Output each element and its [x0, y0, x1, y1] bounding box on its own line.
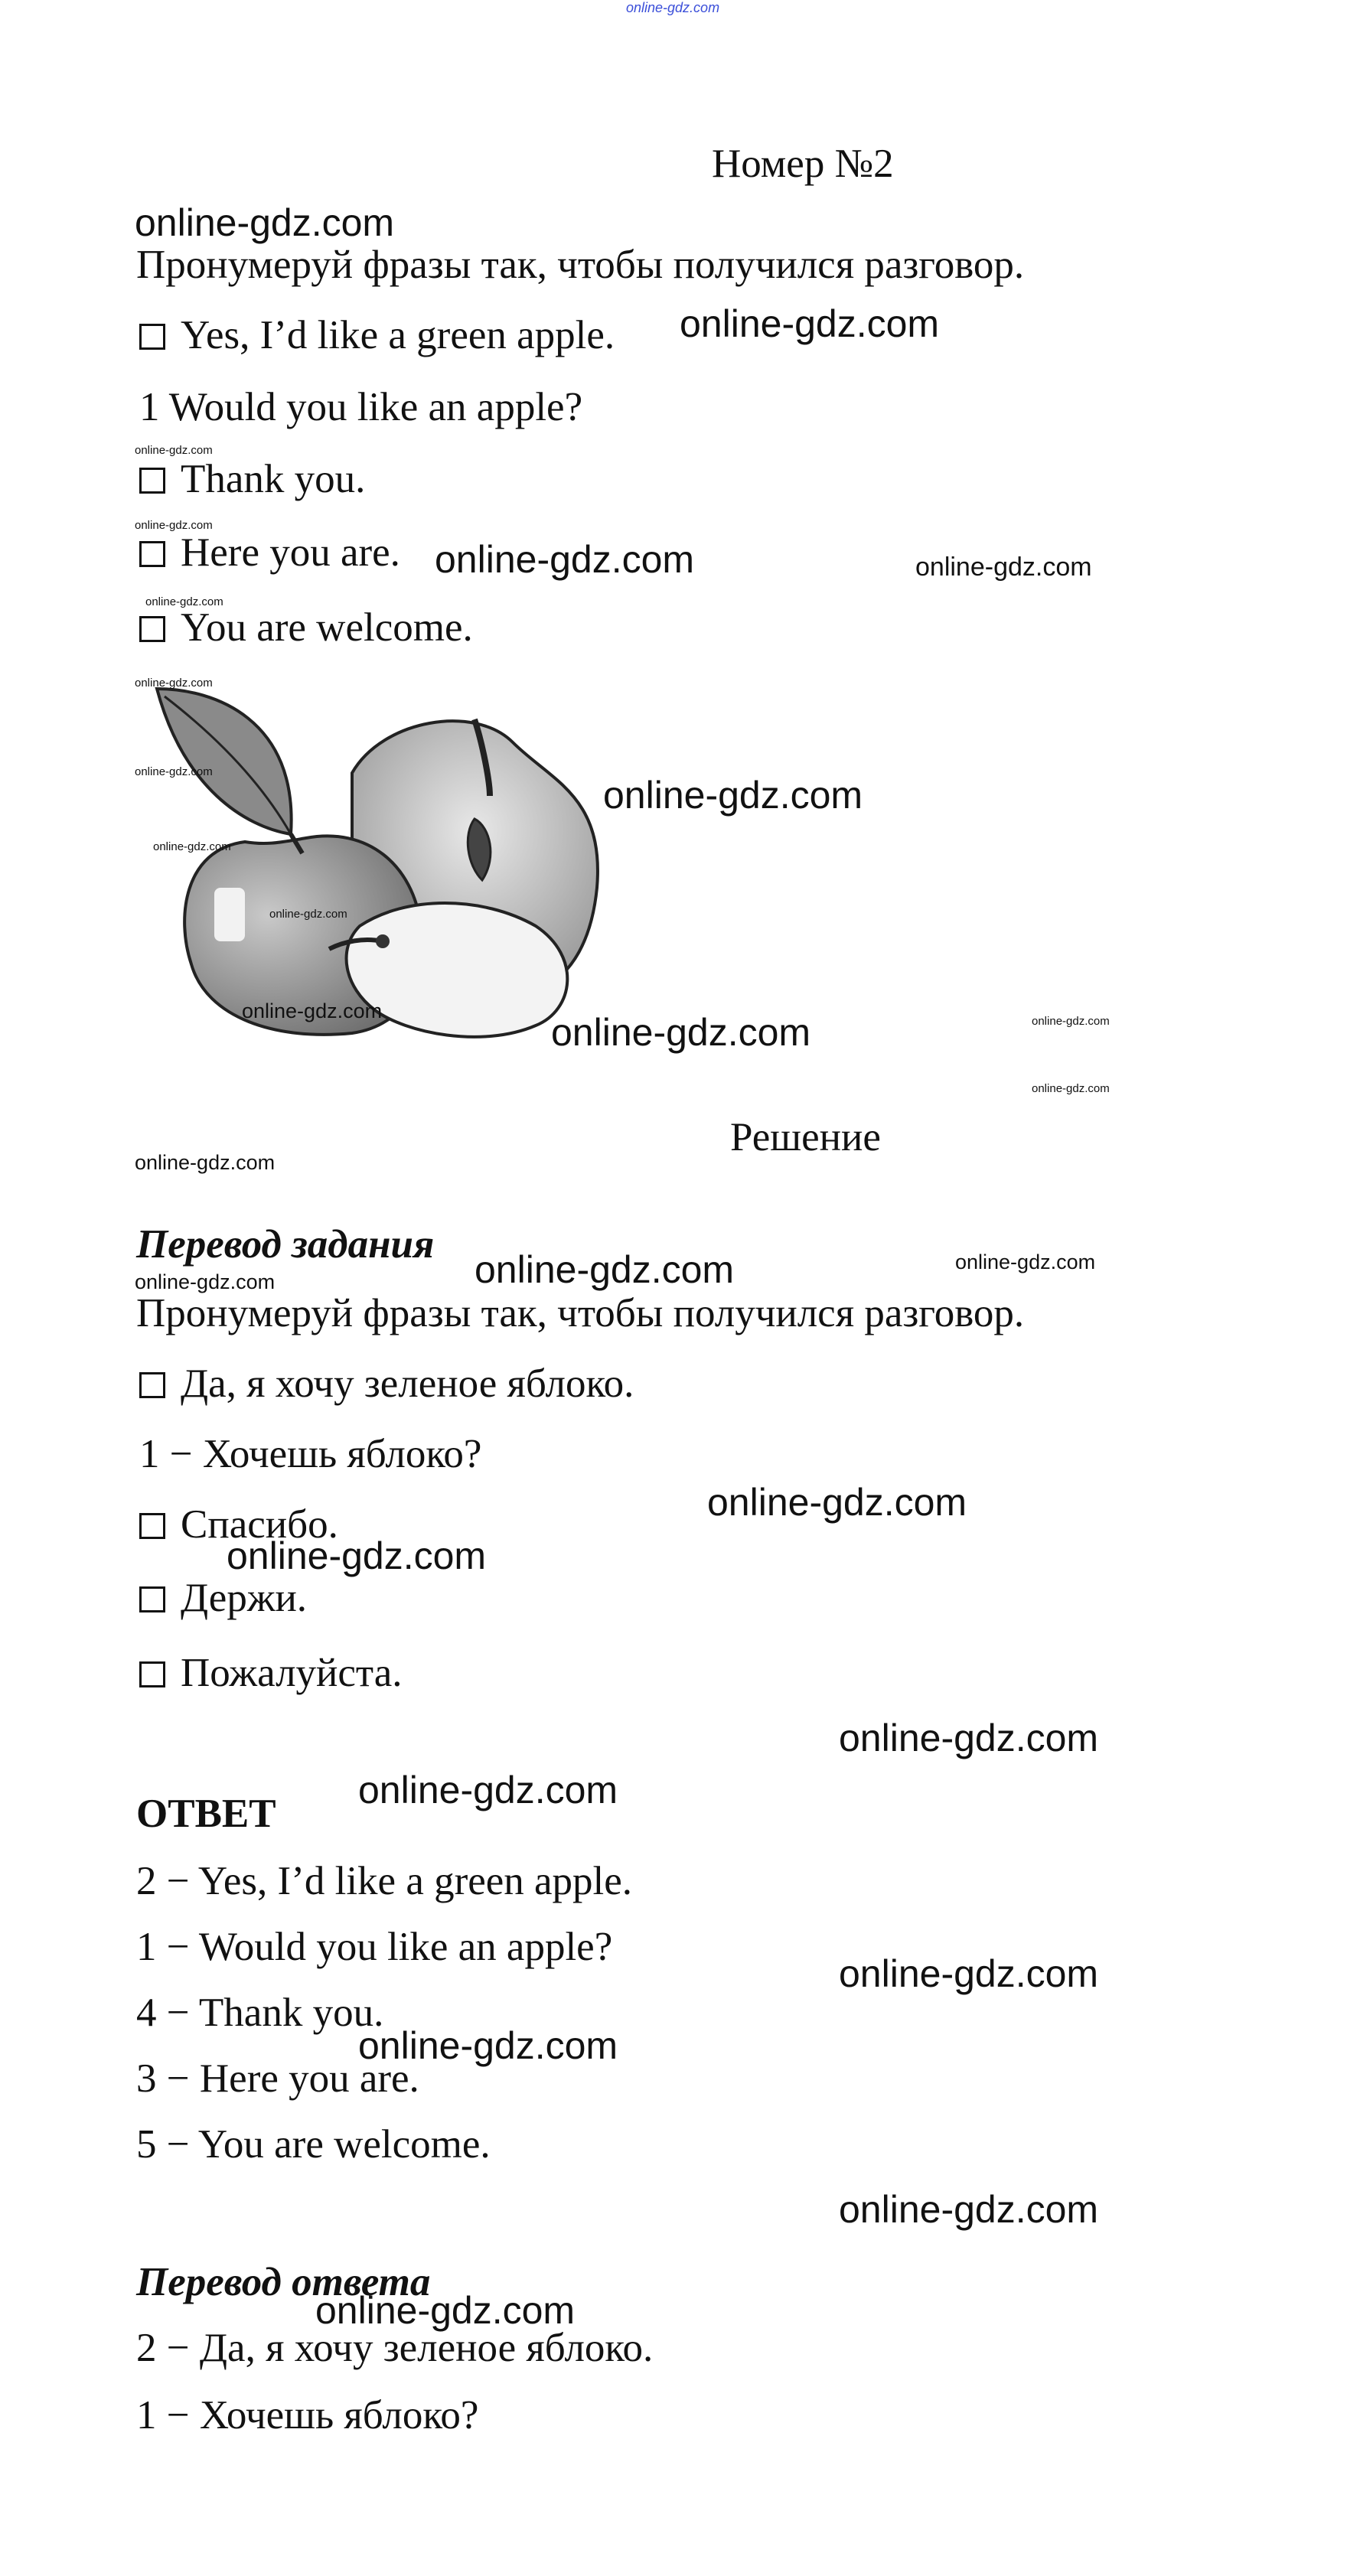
watermark: online-gdz.com	[135, 519, 213, 532]
translation-instruction: Пронумеруй фразы так, чтобы получился разговор.	[136, 1291, 1025, 1335]
watermark: online-gdz.com	[135, 677, 213, 690]
watermark: online-gdz.com	[707, 1481, 967, 1524]
top-watermark: online-gdz.com	[626, 0, 720, 15]
answer-translation-heading: Перевод ответа	[136, 2260, 431, 2304]
watermark: online-gdz.com	[135, 201, 395, 244]
watermark: online-gdz.com	[242, 999, 383, 1022]
watermark: online-gdz.com	[551, 1011, 811, 1054]
translation-line-5: Пожалуйста.	[139, 1650, 402, 1696]
watermark: online-gdz.com	[227, 1534, 487, 1577]
checkbox-icon	[139, 616, 165, 642]
watermark: online-gdz.com	[269, 908, 347, 921]
watermark: online-gdz.com	[839, 1952, 1099, 1995]
watermark: online-gdz.com	[315, 2289, 576, 2332]
watermark: online-gdz.com	[153, 840, 231, 853]
watermark: online-gdz.com	[135, 765, 213, 778]
watermark: online-gdz.com	[1032, 1015, 1110, 1028]
watermark: online-gdz.com	[680, 302, 940, 345]
watermark: online-gdz.com	[135, 1151, 276, 1174]
watermark: online-gdz.com	[135, 444, 213, 457]
watermark: online-gdz.com	[603, 774, 863, 817]
watermark: online-gdz.com	[358, 2024, 618, 2067]
watermark: online-gdz.com	[839, 1717, 1099, 1759]
watermark: online-gdz.com	[358, 1769, 618, 1811]
answer-line-5: 5 − You are welcome.	[136, 2122, 491, 2167]
translation-heading: Перевод задания	[136, 1222, 435, 1267]
checkbox-icon	[139, 1513, 165, 1539]
answer-line-3: 4 − Thank you.	[136, 1991, 384, 2035]
checkbox-icon	[139, 1586, 165, 1612]
checkbox-icon	[139, 541, 165, 567]
translation-line-2: 1 − Хочешь яблоко?	[139, 1432, 482, 1476]
task-line-1: Yes, I’d like a green apple.	[139, 312, 615, 358]
answer-line-4: 3 − Here you are.	[136, 2056, 419, 2101]
answer-line-1: 2 − Yes, I’d like a green apple.	[136, 1859, 633, 1903]
checkbox-icon	[139, 468, 165, 494]
answer-translation-line-1: 2 − Да, я хочу зеленое яблоко.	[136, 2326, 654, 2370]
translation-line-1: Да, я хочу зеленое яблоко.	[139, 1361, 634, 1407]
answer-line-2: 1 − Would you like an apple?	[136, 1925, 613, 1969]
solution-title: Решение	[730, 1115, 881, 1159]
translation-line-3: Спасибо.	[139, 1502, 338, 1547]
task-line-2: 1 Would you like an apple?	[139, 385, 583, 429]
checkbox-icon	[139, 324, 165, 350]
watermark: online-gdz.com	[435, 538, 695, 581]
watermark: online-gdz.com	[915, 553, 1092, 582]
checkbox-icon	[139, 1372, 165, 1398]
task-instruction: Пронумеруй фразы так, чтобы получился разговор.	[136, 243, 1025, 287]
task-line-3: Thank you.	[139, 456, 365, 502]
task-line-4: Here you are.	[139, 530, 400, 576]
answer-heading: ОТВЕТ	[136, 1792, 276, 1836]
watermark: online-gdz.com	[1032, 1082, 1110, 1095]
translation-line-4: Держи.	[139, 1575, 307, 1621]
watermark: online-gdz.com	[955, 1251, 1096, 1273]
answer-translation-line-2: 1 − Хочешь яблоко?	[136, 2393, 479, 2437]
checkbox-icon	[139, 1661, 165, 1687]
watermark: online-gdz.com	[145, 595, 223, 608]
watermark: online-gdz.com	[839, 2188, 1099, 2231]
apples-illustration	[153, 673, 628, 1056]
watermark: online-gdz.com	[475, 1248, 735, 1291]
task-line-5: You are welcome.	[139, 605, 473, 651]
task-title: Номер №2	[712, 142, 894, 186]
watermark: online-gdz.com	[135, 1270, 276, 1293]
